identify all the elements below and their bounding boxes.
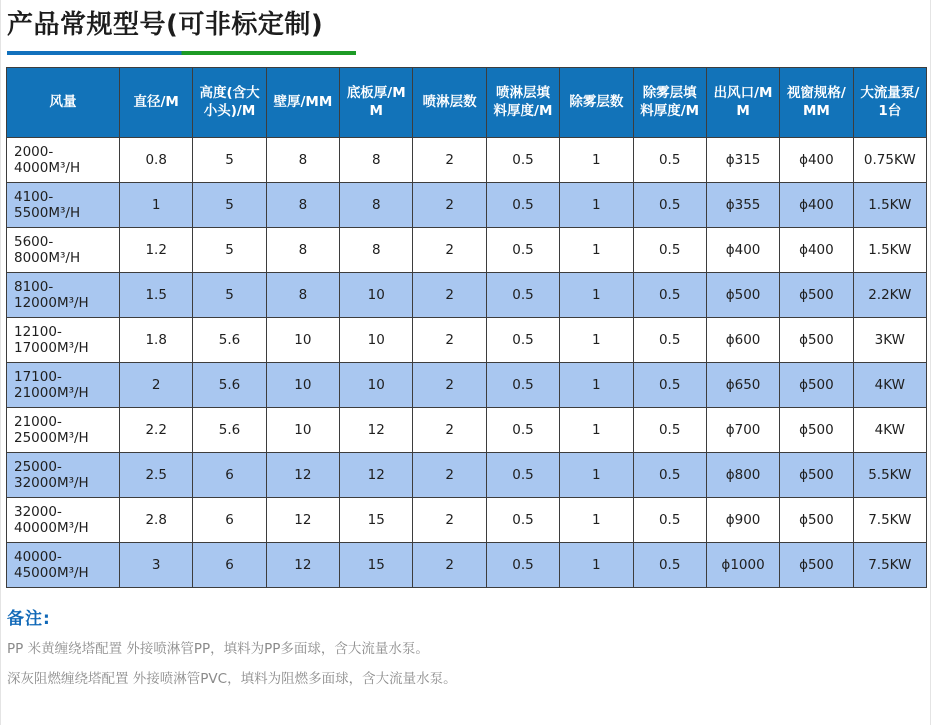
table-cell: 0.5: [633, 183, 706, 228]
table-cell: 8100-12000M³/H: [7, 273, 120, 318]
table-cell: 3: [120, 543, 193, 588]
table-cell: 5: [193, 138, 266, 183]
table-cell: 8: [340, 183, 413, 228]
table-cell: 2000-4000M³/H: [7, 138, 120, 183]
table-cell: 2.5: [120, 453, 193, 498]
table-cell: 3KW: [853, 318, 926, 363]
table-cell: 0.5: [633, 543, 706, 588]
column-header: 壁厚/MM: [266, 68, 339, 138]
table-cell: 0.5: [633, 408, 706, 453]
table-cell: 2: [413, 363, 486, 408]
table-cell: ϕ500: [706, 273, 779, 318]
note-line-pp: PP 米黄缠绕塔配置 外接喷淋管PP，填料为PP多面球，含大流量水泵。: [7, 641, 429, 658]
table-cell: 7.5KW: [853, 498, 926, 543]
table-header-row: [7, 68, 927, 138]
table-cell: 0.5: [633, 318, 706, 363]
table-cell: ϕ400: [780, 138, 853, 183]
table-cell: 12: [266, 543, 339, 588]
table-cell: 0.5: [633, 228, 706, 273]
table-cell: 32000-40000M³/H: [7, 498, 120, 543]
table-cell: 5.6: [193, 318, 266, 363]
table-cell: 1: [560, 273, 633, 318]
table-cell: 10: [266, 363, 339, 408]
table-cell: 1: [560, 498, 633, 543]
column-header: 大流量泵/1台: [853, 68, 926, 138]
page-title: 产品常规型号(可非标定制): [7, 10, 324, 40]
table-cell: 2: [120, 363, 193, 408]
table-cell: ϕ500: [780, 408, 853, 453]
table-cell: 8: [266, 273, 339, 318]
table-cell: 5.6: [193, 408, 266, 453]
table-cell: 4100-5500M³/H: [7, 183, 120, 228]
table-row: [7, 228, 927, 273]
table-cell: 0.5: [486, 183, 559, 228]
table-row: [7, 453, 927, 498]
notes-section: [7, 604, 930, 690]
table-cell: 12: [340, 453, 413, 498]
table-cell: 1: [560, 363, 633, 408]
table-cell: 12100-17000M³/H: [7, 318, 120, 363]
table-row: [7, 498, 927, 543]
table-cell: 10: [340, 318, 413, 363]
table-row: [7, 273, 927, 318]
column-header: 底板厚/MM: [340, 68, 413, 138]
table-cell: 5: [193, 273, 266, 318]
column-header: 视窗规格/MM: [780, 68, 853, 138]
table-cell: 2: [413, 498, 486, 543]
table-cell: 2: [413, 318, 486, 363]
table-cell: 6: [193, 453, 266, 498]
table-cell: 10: [266, 318, 339, 363]
table-cell: 0.5: [486, 543, 559, 588]
note-line-pvc: 深灰阻燃缠绕塔配置 外接喷淋管PVC，填料为阻燃多面球，含大流量水泵。: [7, 671, 457, 688]
table-cell: 2: [413, 183, 486, 228]
column-header: 高度(含大小头)/M: [193, 68, 266, 138]
table-cell: ϕ400: [706, 228, 779, 273]
table-cell: 5600-8000M³/H: [7, 228, 120, 273]
table-cell: 2: [413, 453, 486, 498]
table-cell: 1: [560, 408, 633, 453]
table-cell: 1: [560, 228, 633, 273]
column-header: 除雾层数: [560, 68, 633, 138]
table-cell: 4KW: [853, 363, 926, 408]
table-row: [7, 318, 927, 363]
table-cell: 0.5: [486, 318, 559, 363]
table-cell: 1: [560, 543, 633, 588]
table-cell: 2.2: [120, 408, 193, 453]
table-cell: 12: [266, 453, 339, 498]
table-cell: 4KW: [853, 408, 926, 453]
table-cell: 0.5: [486, 138, 559, 183]
table-cell: 0.5: [486, 408, 559, 453]
table-cell: 0.5: [486, 363, 559, 408]
table-cell: 1: [560, 318, 633, 363]
table-cell: 2: [413, 408, 486, 453]
table-cell: 0.5: [633, 138, 706, 183]
table-cell: ϕ500: [780, 453, 853, 498]
table-cell: 0.5: [486, 228, 559, 273]
table-cell: 2.2KW: [853, 273, 926, 318]
table-cell: 12: [266, 498, 339, 543]
table-cell: 8: [266, 228, 339, 273]
table-cell: 0.5: [633, 273, 706, 318]
table-cell: 0.5: [486, 498, 559, 543]
table-cell: 10: [266, 408, 339, 453]
table-cell: 40000-45000M³/H: [7, 543, 120, 588]
table-cell: 17100-21000M³/H: [7, 363, 120, 408]
table-cell: 10: [340, 363, 413, 408]
table-row: [7, 363, 927, 408]
table-cell: ϕ600: [706, 318, 779, 363]
title-underline-accent: [7, 51, 356, 55]
table-cell: 2: [413, 273, 486, 318]
table-cell: 8: [266, 183, 339, 228]
table-cell: ϕ1000: [706, 543, 779, 588]
table-cell: 8: [266, 138, 339, 183]
table-cell: ϕ500: [780, 318, 853, 363]
table-cell: 2.8: [120, 498, 193, 543]
table-cell: 1.5KW: [853, 183, 926, 228]
table-row: [7, 183, 927, 228]
table-cell: 10: [340, 273, 413, 318]
table-cell: 1: [560, 183, 633, 228]
table-cell: 2: [413, 138, 486, 183]
table-cell: ϕ500: [780, 273, 853, 318]
table-cell: 6: [193, 543, 266, 588]
column-header: 出风口/MM: [706, 68, 779, 138]
table-cell: 0.5: [633, 498, 706, 543]
table-cell: 21000-25000M³/H: [7, 408, 120, 453]
table-cell: ϕ900: [706, 498, 779, 543]
table-row: [7, 138, 927, 183]
column-header: 喷淋层数: [413, 68, 486, 138]
table-cell: ϕ500: [780, 543, 853, 588]
table-cell: ϕ650: [706, 363, 779, 408]
table-cell: 8: [340, 138, 413, 183]
table-cell: 1: [560, 138, 633, 183]
table-cell: 5: [193, 183, 266, 228]
table-cell: 0.8: [120, 138, 193, 183]
table-cell: ϕ400: [780, 183, 853, 228]
table-cell: ϕ400: [780, 228, 853, 273]
table-cell: 1: [560, 453, 633, 498]
table-cell: 0.75KW: [853, 138, 926, 183]
table-cell: ϕ355: [706, 183, 779, 228]
table-cell: 15: [340, 498, 413, 543]
column-header: 除雾层填料厚度/M: [633, 68, 706, 138]
table-cell: 0.5: [486, 453, 559, 498]
table-row: [7, 408, 927, 453]
table-cell: 5.6: [193, 363, 266, 408]
column-header: 直径/M: [120, 68, 193, 138]
table-cell: ϕ700: [706, 408, 779, 453]
column-header: 风量: [7, 68, 120, 138]
table-cell: 8: [340, 228, 413, 273]
table-cell: ϕ315: [706, 138, 779, 183]
notes-label: 备注:: [7, 609, 51, 630]
table-cell: 5.5KW: [853, 453, 926, 498]
table-cell: 0.5: [633, 363, 706, 408]
column-header: 喷淋层填料厚度/M: [486, 68, 559, 138]
table-cell: 2: [413, 543, 486, 588]
product-spec-table: [6, 67, 927, 588]
table-cell: 25000-32000M³/H: [7, 453, 120, 498]
table-cell: 12: [340, 408, 413, 453]
table-cell: ϕ800: [706, 453, 779, 498]
title-section: [1, 0, 930, 55]
table-cell: ϕ500: [780, 498, 853, 543]
table-cell: 1: [120, 183, 193, 228]
table-cell: 0.5: [633, 453, 706, 498]
table-cell: 1.8: [120, 318, 193, 363]
table-cell: 7.5KW: [853, 543, 926, 588]
table-cell: 1.5: [120, 273, 193, 318]
table-cell: 1.2: [120, 228, 193, 273]
table-cell: 0.5: [486, 273, 559, 318]
table-row: [7, 543, 927, 588]
table-cell: 1.5KW: [853, 228, 926, 273]
table-cell: 2: [413, 228, 486, 273]
table-cell: 6: [193, 498, 266, 543]
table-cell: 5: [193, 228, 266, 273]
table-cell: 15: [340, 543, 413, 588]
table-cell: ϕ500: [780, 363, 853, 408]
